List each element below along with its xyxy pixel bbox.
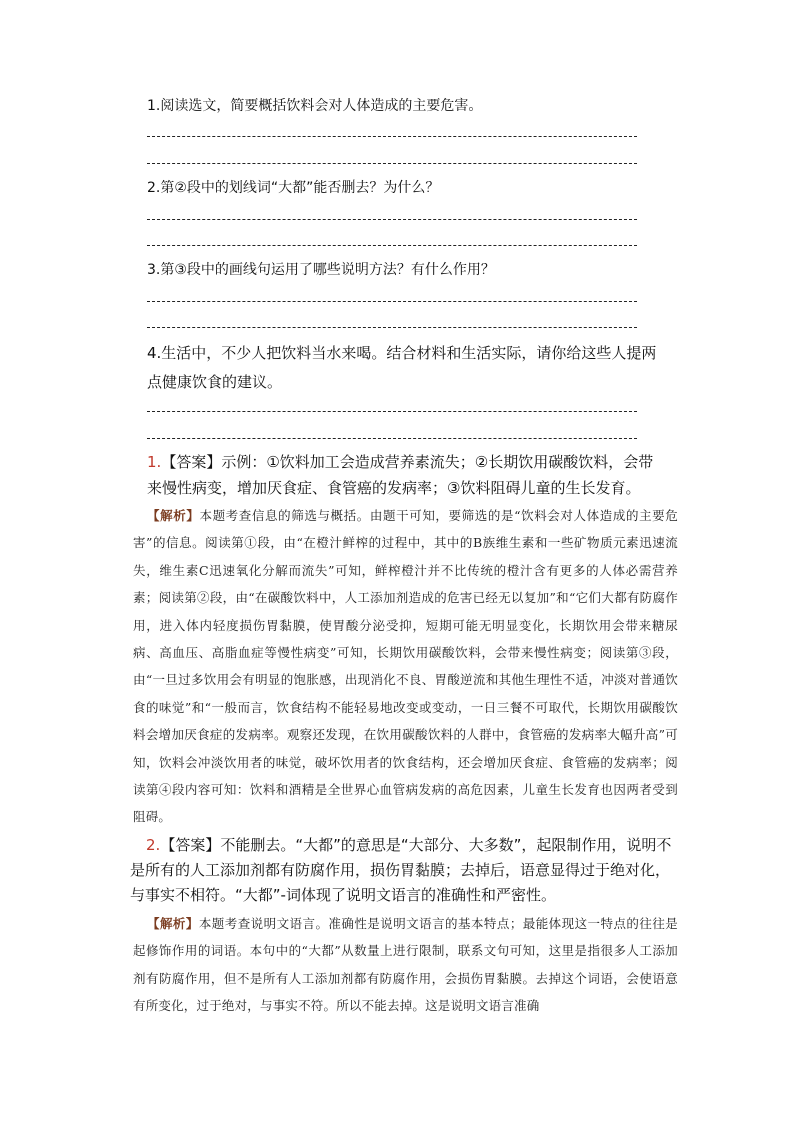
answer-line [147,438,637,439]
analysis-tag: 【解析】 [147,916,199,931]
analysis-1 [133,502,678,831]
answer-line [147,245,637,246]
question-1: 1.阅读选文，简要概括饮料会对人体造成的主要危害。 [147,98,483,114]
question-4: 4.生活中，不少人把饮料当水来喝。结合材料和生活实际，请你给这些人提两点健康饮食的建议。 [147,344,657,391]
answer-1 [147,449,667,501]
answer-line [147,219,637,220]
answer-tag: 【答案】 [160,836,221,854]
answer-line [147,136,637,137]
answer-number: 1. [147,453,162,471]
answer-2 [130,833,680,908]
question-2: 2.第②段中的划线词“大都”能否删去？为什么？ [147,180,440,196]
analysis-text: 本题考查信息的筛选与概括。由题干可知，要筛选的是“饮料会对人体造成的主要危害”的信息。阅读第①段，由“在橙汁鲜榨的过程中，其中的B族维生素和一些矿物质元素迅速流失，维生素C迅速氧化分解而流失”可知，鲜榨橙汁并不比传统的橙汁含有更多的人体必需营养素；阅读第②段，由“在碳酸饮料中，人工添加剂造成的危害已经无以复加”和“它们大都有防腐作用，进入体内轻度损伤胃黏膜，使胃酸分泌受抑，短期可能无明显变化，长期饮用会带来糖尿病、高血压、高脂血症等慢性病变”可知，长期饮用碳酸饮料，会带来慢性病变；阅读第③段，由“一旦过多饮用会有明显的饱胀感，出现消化不良、胃酸逆流和其他生理性不适，冲淡对普通饮食的味觉”和“一般而言，饮食结构不能轻易地改变或变动，一日三餐不可取代，长期饮用碳酸饮料会增加厌食症的发病率。观察还发现，在饮用碳酸饮料的人群中，食管癌的发病率大幅升高”可知，饮料会冲淡饮用者的味觉，破坏饮用者的饮食结构，还会增加厌食症、食管癌的发病率；阅读第④段内容可知：饮料和酒精是全世界心血管病发病的高危因素，儿童生长发育也因两者受到阻碍。 [133,508,678,825]
answer-number: 2. [146,836,161,854]
analysis-2 [133,910,678,1020]
answer-tag: 【答案】 [161,453,222,471]
answer-line [147,327,637,328]
analysis-text: 本题考查说明文语言。准确性是说明文语言的基本特点；最能体现这一特点的往往是起修饰作用的词语。本句中的“大都”从数量上进行限制，联系文句可知，这里是指很多人工添加剂有防腐作用，但不是所有人工添加剂都有防腐作用，会损伤胃黏膜。去掉这个词语，会使语意有所变化，过于绝对，与事实不符。所以不能去掉。这是说明文语言准确 [133,916,678,1014]
answer-text: 不能删去。“大都”的意思是“大部分、大多数”，起限制作用，说明不是所有的人工添加剂都有防腐作用，损伤胃黏膜；去掉后，语意显得过于绝对化，与事实不相符。“大都”-词体现了说明文语言的准确性和严密性。 [130,836,672,904]
answer-text: 示例：①饮料加工会造成营养素流失；②长期饮用碳酸饮料，会带来慢性病变，增加厌食症、食管癌的发病率；③饮料阻碍儿童的生长发育。 [147,453,654,497]
analysis-tag: 【解析】 [147,508,200,523]
answer-line [147,163,637,164]
question-3: 3.第③段中的画线句运用了哪些说明方法？有什么作用？ [147,262,495,278]
answer-line [147,411,637,412]
answer-line [147,301,637,302]
